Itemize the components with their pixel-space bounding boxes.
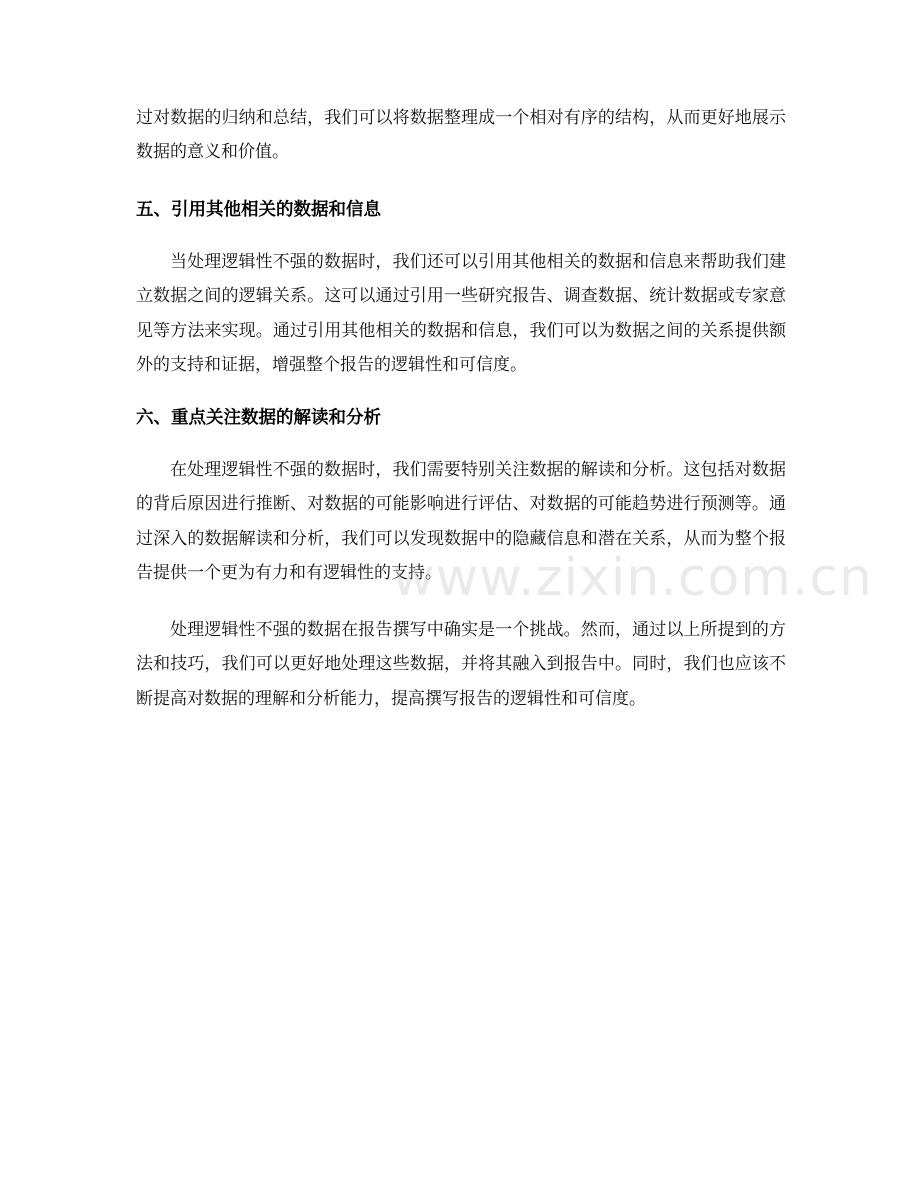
- watermark: www.zixin.com.cn: [392, 548, 873, 608]
- intro-paragraph: 过对数据的归纳和总结，我们可以将数据整理成一个相对有序的结构，从而更好地展示数据的意义和价值。: [136, 108, 786, 163]
- section-heading-6: 六、重点关注数据的解读和分析: [136, 408, 381, 428]
- section-6-paragraph: 在处理逻辑性不强的数据时，我们需要特别关注数据的解读和分析。这包括对数据的背后原因进行推断、对数据的可能影响进行评估、对数据的可能趋势进行预测等。通过深入的数据解读和分析，我们可以发现数据中的隐藏信息和潜在关系，从而为整个报告提供一个更为有力和有逻辑性的支持。: [136, 460, 786, 584]
- section-5-paragraph: 当处理逻辑性不强的数据时，我们还可以引用其他相关的数据和信息来帮助我们建立数据之间的逻辑关系。这可以通过引用一些研究报告、调查数据、统计数据或专家意见等方法来实现。通过引用其他相关的数据和信息，我们可以为数据之间的关系提供额外的支持和证据，增强整个报告的逻辑性和可信度。: [136, 252, 786, 376]
- conclusion-paragraph: 处理逻辑性不强的数据在报告撰写中确实是一个挑战。然而，通过以上所提到的方法和技巧，我们可以更好地处理这些数据，并将其融入到报告中。同时，我们也应该不断提高对数据的理解和分析能力，提高撰写报告的逻辑性和可信度。: [136, 620, 786, 709]
- section-heading-5: 五、引用其他相关的数据和信息: [136, 200, 381, 220]
